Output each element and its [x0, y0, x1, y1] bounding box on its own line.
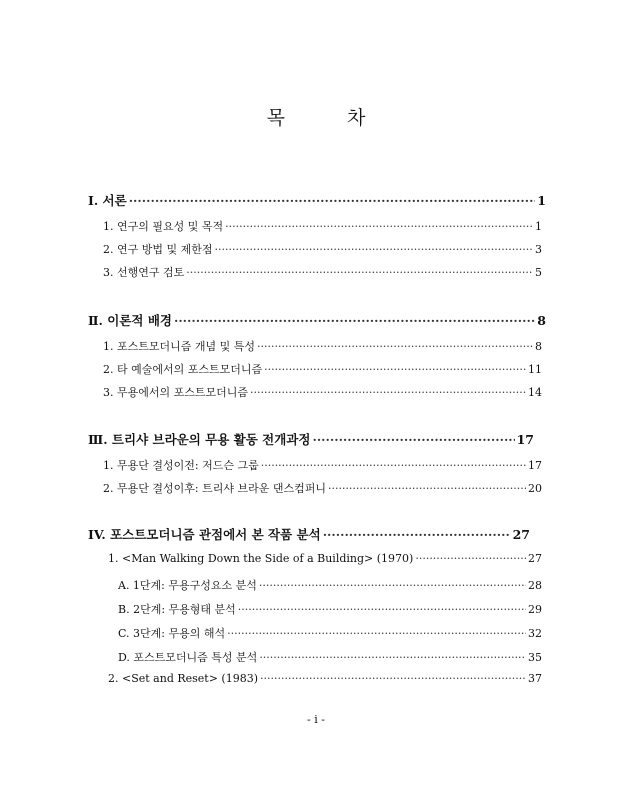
toc-item[interactable]: [108, 672, 542, 685]
leader-dots: [215, 243, 534, 256]
toc-item-label: 1. 연구의 필요성 및 목적: [103, 220, 224, 233]
toc-page-number: 17: [516, 432, 534, 447]
toc-item-label: 2. 무용단 결성이후: 트리샤 브라운 댄스컴퍼니: [103, 482, 326, 495]
leader-dots: [328, 482, 526, 495]
leader-dots: [260, 672, 526, 685]
toc-page-number: 29: [528, 603, 542, 616]
toc-section-label: Ⅰ. 서론: [88, 193, 127, 208]
toc-item[interactable]: [103, 241, 542, 257]
toc-item-label: 2. 타 예술에서의 포스트모더니즘: [103, 363, 263, 376]
leader-dots: [238, 603, 526, 616]
leader-dots: [312, 432, 514, 447]
toc-item-label: 1. 포스트모더니즘 개념 및 특성: [103, 340, 255, 353]
toc-section-3[interactable]: [88, 430, 534, 448]
leader-dots: [261, 459, 526, 472]
leader-dots: [323, 527, 511, 542]
toc-page-number: 37: [528, 672, 542, 685]
toc-page-number: 1: [537, 193, 546, 208]
leader-dots: [174, 313, 535, 328]
title-part-1: 목: [266, 107, 285, 129]
toc-item[interactable]: [108, 552, 542, 565]
leader-dots: [257, 340, 533, 353]
toc-page-number: 8: [537, 313, 546, 328]
toc-item[interactable]: [103, 480, 542, 496]
toc-page-number: 1: [535, 220, 542, 233]
toc-page-number: 20: [528, 482, 542, 495]
toc-item-label: A. 1단계: 무용구성요소 분석: [118, 579, 257, 592]
toc-item-label: 2. 연구 방법 및 제한점: [103, 243, 213, 256]
toc-item[interactable]: [103, 264, 542, 280]
toc-page-number: 8: [535, 340, 542, 353]
leader-dots: [250, 386, 526, 399]
leader-dots: [225, 220, 533, 233]
toc-item[interactable]: [118, 601, 542, 617]
leader-dots: [186, 266, 533, 279]
toc-section-1[interactable]: [88, 191, 546, 209]
toc-item[interactable]: [103, 218, 542, 234]
toc-item-label: 3. 선행연구 검토: [103, 266, 185, 279]
toc-page-number: 27: [512, 527, 530, 542]
toc-item-label: C. 3단계: 무용의 해석: [118, 627, 226, 640]
toc-item[interactable]: [118, 625, 542, 641]
toc-item-label: 3. 무용에서의 포스트모더니즘: [103, 386, 248, 399]
toc-item[interactable]: [103, 457, 542, 473]
leader-dots: [259, 579, 526, 592]
toc-section-label: Ⅱ. 이론적 배경: [88, 313, 172, 328]
toc-item[interactable]: [103, 338, 542, 354]
toc-section-2[interactable]: [88, 311, 546, 329]
toc-item-label: 1. <Man Walking Down the Side of a Building> (1970): [108, 552, 414, 565]
toc-section-label: Ⅲ. 트리샤 브라운의 무용 활동 전개과정: [88, 432, 311, 447]
toc-page-number: 14: [528, 386, 542, 399]
toc-page-number: 3: [535, 243, 542, 256]
toc-item-label: 1. 무용단 결성이전: 저드슨 그룹: [103, 459, 259, 472]
toc-page-number: 5: [535, 266, 542, 279]
toc-page-number: 17: [528, 459, 542, 472]
toc-item[interactable]: [118, 577, 542, 593]
toc-page-number: 35: [528, 651, 542, 664]
toc-item[interactable]: [118, 649, 542, 665]
page-number-footer: - i -: [307, 713, 325, 726]
leader-dots: [227, 627, 526, 640]
toc-item-label: B. 2단계: 무용형태 분석: [118, 603, 236, 616]
toc-item[interactable]: [103, 384, 542, 400]
toc-page-number: 32: [528, 627, 542, 640]
toc-section-4[interactable]: [88, 525, 530, 543]
toc-page-number: 28: [528, 579, 542, 592]
leader-dots: [129, 193, 536, 208]
toc-section-label: IV. 포스트모더니즘 관점에서 본 작품 분석: [88, 527, 321, 542]
toc-item[interactable]: [103, 361, 542, 377]
leader-dots: [415, 552, 526, 565]
page-title: [0, 103, 632, 130]
toc-page-number: 27: [528, 552, 542, 565]
title-part-2: 차: [347, 107, 366, 129]
toc-item-label: 2. <Set and Reset> (1983): [108, 672, 259, 685]
toc-page-number: 11: [528, 363, 542, 376]
toc-item-label: D. 포스트모더니즘 특성 분석: [118, 651, 258, 664]
leader-dots: [264, 363, 526, 376]
leader-dots: [259, 651, 526, 664]
